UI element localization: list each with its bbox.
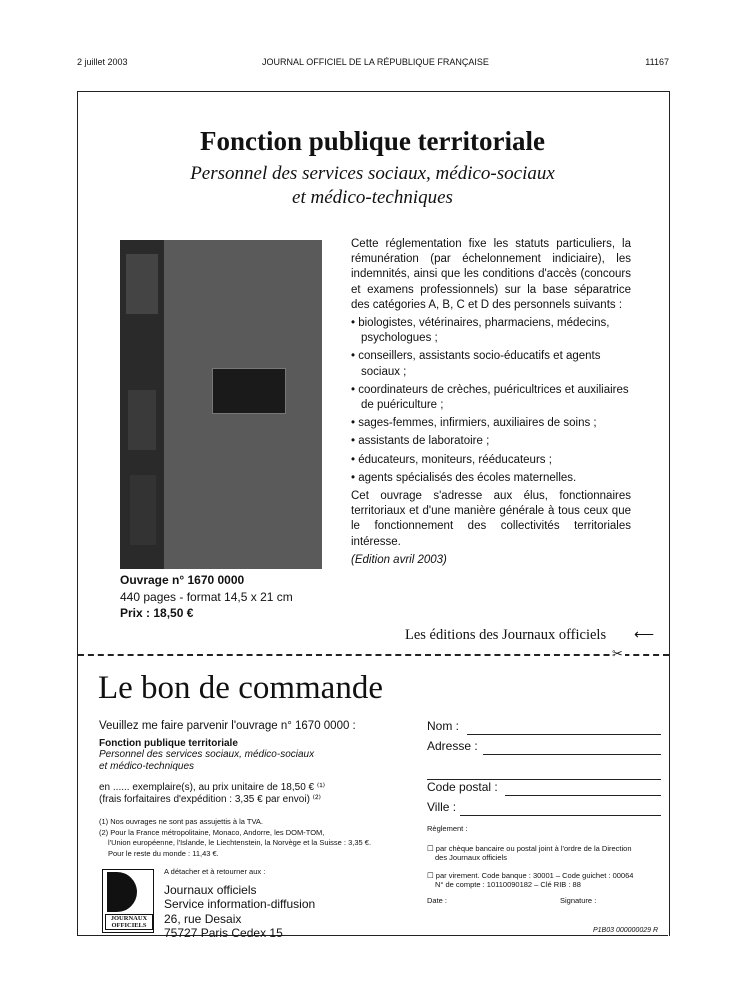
publisher-name: Les éditions des Journaux officiels: [405, 627, 607, 643]
order-details: [99, 720, 411, 859]
arrow-left-icon: ⟵: [634, 626, 655, 642]
city-input-line[interactable]: [460, 815, 661, 816]
book-reference-block: [120, 572, 293, 622]
name-input-line[interactable]: [467, 734, 661, 735]
book-price: Prix : 18,50 €: [120, 606, 194, 620]
name-field[interactable]: [427, 719, 667, 739]
edition-date: (Edition avril 2003): [351, 553, 447, 566]
return-address: [164, 865, 315, 941]
category-item: • sages-femmes, infirmiers, auxiliaires de soins ;: [351, 416, 631, 431]
category-item: • biologistes, vétérinaires, pharmaciens, médecins, psychologues ;: [351, 316, 631, 346]
form-code: P1B03 000000029 R: [593, 927, 658, 934]
address-input-line[interactable]: [483, 754, 661, 755]
order-footnotes: [99, 817, 411, 859]
payment-title: Règlement :: [427, 824, 468, 833]
category-item: • éducateurs, moniteurs, rééducateurs ;: [351, 453, 631, 468]
category-item: • assistants de laboratoire ;: [351, 434, 631, 449]
header-page-number: 11167: [645, 57, 669, 67]
description-intro: Cette réglementation fixe les statuts particuliers, la rémunération (par échelonnement indiciaire), les indemnités, ainsi que les conditions d'accès (concours et examens professionnels) sur la base séparatrice des catégories A, B, C et D des personnels suivants :: [351, 238, 631, 311]
order-book-subtitle-1: Personnel des services sociaux, médico-sociaux: [99, 749, 315, 760]
order-book-title: Fonction publique territoriale: [99, 738, 238, 749]
footnote-2a: (2) Pour la France métropolitaine, Monaco, Andorre, les DOM-TOM,: [99, 827, 325, 837]
description-conclusion: Cet ouvrage s'adresse aux élus, fonctionnaires territoriaux et d'une manière générale à tous ceux que le fonctionnement des collectivités territoriales intéresse.: [351, 490, 631, 548]
postal-code-input-line[interactable]: [505, 795, 661, 796]
category-item: • conseillers, assistants socio-éducatifs et agents sociaux ;: [351, 349, 631, 379]
order-quantity-line: en ...... exemplaire(s), au prix unitaire de 18,50 € ⁽¹⁾: [99, 782, 326, 793]
date-signature-row: [427, 896, 667, 910]
order-request: Veuillez me faire parvenir l'ouvrage n° 1670 0000 :: [99, 720, 356, 732]
order-form-title: Le bon de commande: [98, 670, 383, 706]
cover-photo-2: [212, 368, 286, 414]
payment-cheque-option[interactable]: ☐ par chèque bancaire ou postal joint à l'ordre de la Direction des Journaux officiels: [427, 843, 632, 862]
name-label: Nom :: [427, 719, 460, 733]
signature-label: Signature :: [560, 895, 597, 905]
address-line-2: Service information-diffusion: [164, 897, 316, 911]
book-format: 440 pages - format 14,5 x 21 cm: [120, 589, 293, 604]
return-label: A détacher et à retourner aux :: [164, 867, 266, 876]
order-book-subtitle-2: et médico-techniques: [99, 761, 195, 772]
book-subtitle-line-1: Personnel des services sociaux, médico-sociaux: [190, 163, 555, 184]
payment-transfer-option[interactable]: ☐ par virement. Code banque : 30001 – Code guichet : 00064 N° de compte : 10110090182 – Clé RIB : 88: [427, 870, 634, 889]
address-field[interactable]: [427, 739, 667, 759]
book-description: [351, 237, 631, 568]
book-reference: Ouvrage n° 1670 0000: [120, 573, 245, 587]
address-line-4: 75727 Paris Cedex 15: [164, 926, 283, 940]
header-journal-title: JOURNAL OFFICIEL DE LA RÉPUBLIQUE FRANÇAISE: [262, 57, 489, 67]
book-title: Fonction publique territoriale: [200, 126, 545, 156]
footnote-2b: l'Union européenne, l'Islande, le Liechtenstein, la Norvège et la Suisse : 3,35 €.: [108, 838, 372, 847]
cut-line: [78, 654, 669, 656]
customer-info-form: [427, 719, 667, 910]
header-date: 2 juillet 2003: [77, 57, 128, 67]
logo-mark: [107, 872, 137, 912]
book-subtitle: [77, 162, 668, 210]
logo-text: JOURNAUX OFFICIELS: [105, 914, 153, 930]
city-field[interactable]: [427, 800, 667, 820]
address-line-1: Journaux officiels: [164, 882, 257, 897]
postal-code-field[interactable]: [427, 780, 667, 800]
cover-photo-4: [130, 475, 156, 545]
book-cover-image: [120, 240, 322, 569]
address-line-3: 26, rue Desaix: [164, 911, 242, 926]
date-label: Date :: [427, 895, 448, 905]
order-shipping-line: (frais forfaitaires d'expédition : 3,35 € par envoi) ⁽²⁾: [99, 794, 321, 805]
city-label: Ville :: [427, 800, 457, 814]
footnote-1: (1) Nos ouvrages ne sont pas assujettis à la TVA.: [99, 817, 263, 826]
address-label: Adresse :: [427, 739, 478, 753]
category-list: [351, 316, 631, 486]
postal-code-label: Code postal :: [427, 780, 498, 794]
address-line-extra[interactable]: [427, 759, 661, 780]
book-subtitle-line-2: et médico-techniques: [292, 187, 453, 208]
cover-photo-3: [128, 390, 156, 450]
footnote-2c: Pour le reste du monde : 11,43 €.: [108, 848, 219, 858]
journaux-officiels-logo: [102, 869, 154, 933]
cover-photo-1: [126, 254, 158, 314]
category-item: • coordinateurs de crèches, puéricultrices et auxiliaires de puériculture ;: [351, 383, 631, 413]
scissors-icon: ✂: [612, 646, 623, 661]
category-item: • agents spécialisés des écoles maternelles.: [351, 471, 631, 486]
